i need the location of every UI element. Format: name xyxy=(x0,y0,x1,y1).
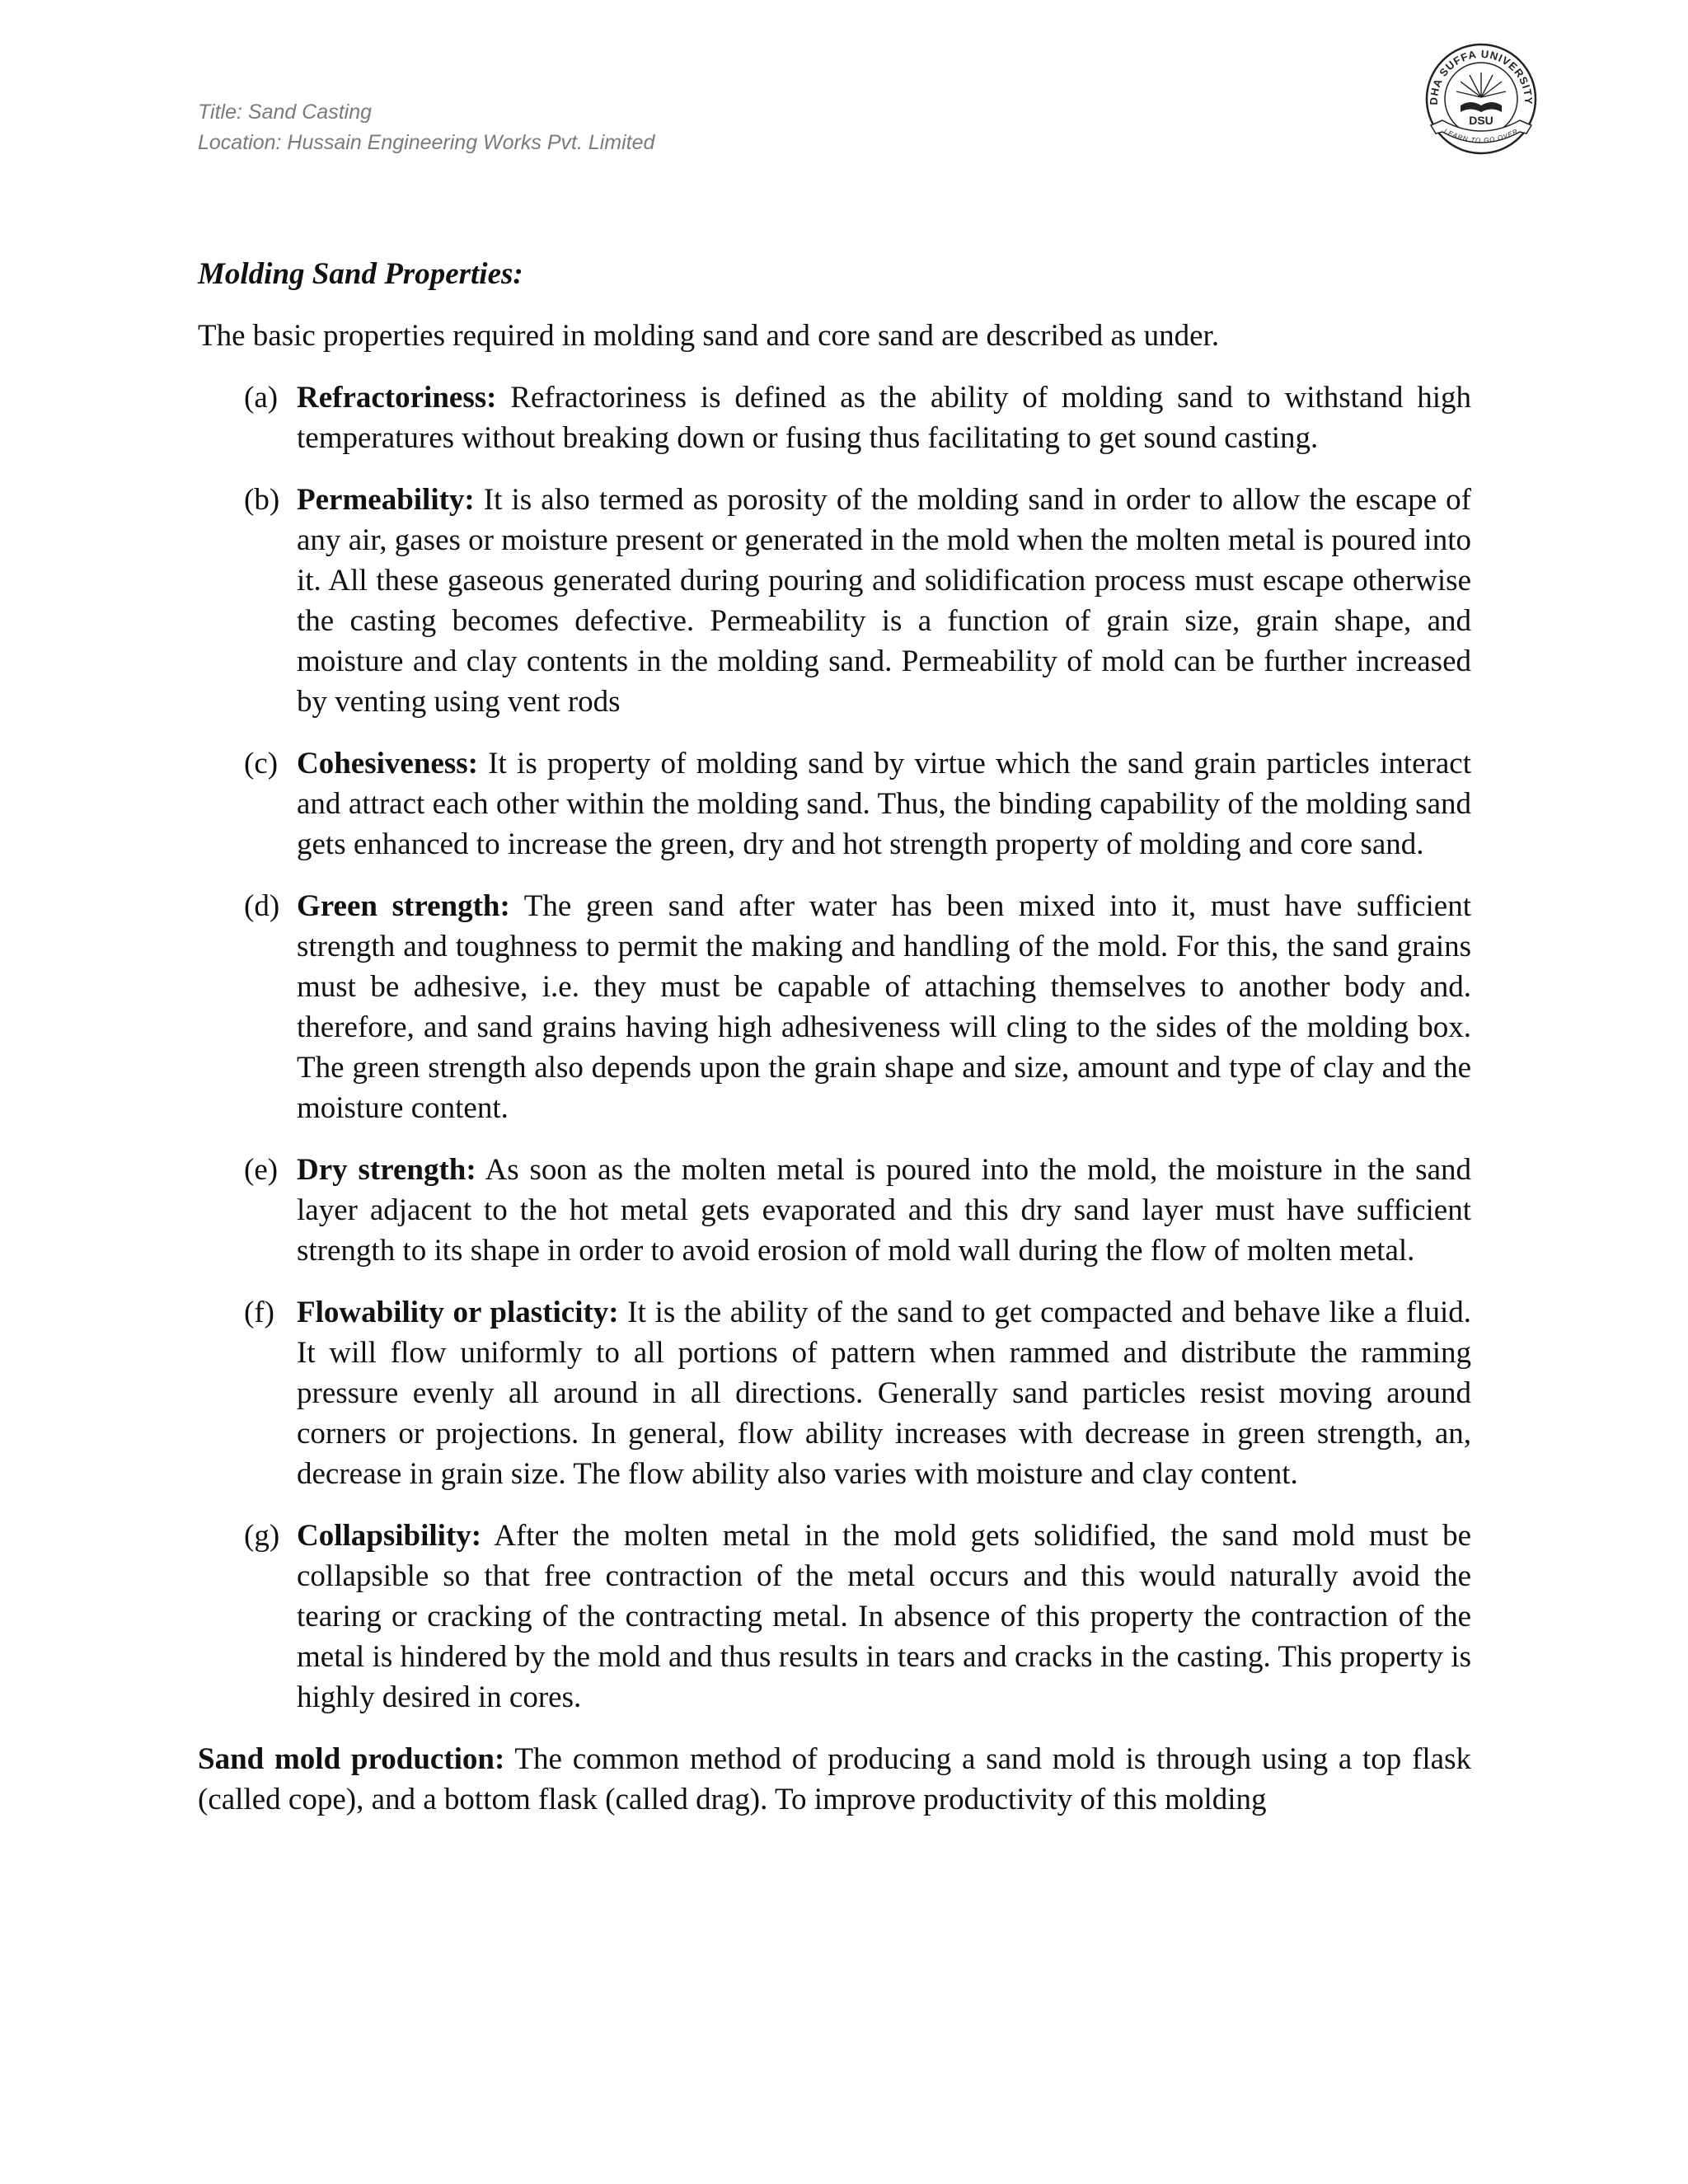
property-marker: (b) xyxy=(244,483,280,517)
property-marker: (f) xyxy=(244,1296,274,1329)
property-item xyxy=(198,480,1471,722)
closing-text: The common method of producing a sand mold is through using a top flask (called cope), and a bottom flask (called drag). To improve productivity of this molding xyxy=(198,1742,1471,1816)
property-description: As soon as the molten metal is poured into the mold, the moisture in the sand layer adjacent to the hot metal gets evaporated and this dry sand layer must have sufficient strength to its shape in order to avoid erosion of mold wall during the flow of molten metal. xyxy=(297,1153,1471,1268)
property-term: Cohesiveness: xyxy=(297,747,478,780)
property-marker: (g) xyxy=(244,1519,280,1553)
property-description: The green sand after water has been mixed into it, must have sufficient strength and toughness to permit the making and handling of the mold. For this, the sand grains must be adhesive, i.e. they must be capable of attaching themselves to another body and. therefore, and sand grains having high adhesiveness will cling to the sides of the molding box. The green strength also depends upon the grain shape and size, amount and type of clay and the moisture content. xyxy=(297,889,1471,1125)
property-term: Flowability or plasticity: xyxy=(297,1296,619,1329)
intro-paragraph: The basic properties required in molding sand and core sand are described as under. xyxy=(198,319,1220,353)
property-item xyxy=(198,1292,1471,1494)
property-term: Refractoriness: xyxy=(297,381,497,415)
property-description: It is property of molding sand by virtue which the sand grain particles interact and attract each other within the molding sand. Thus, the binding capability of the molding sand gets enhanced to increase the green, dry and hot strength property of molding and core sand. xyxy=(297,747,1471,861)
property-description: It is the ability of the sand to get compacted and behave like a fluid. It will flow uniformly to all portions of pattern when rammed and distribute the ramming pressure evenly all around in all directions. Generally sand particles resist moving around corners or projections. In general, flow ability increases with decrease in green strength, an, decrease in grain size. The flow ability also varies with moisture and clay content. xyxy=(297,1296,1472,1491)
properties-list xyxy=(198,377,1471,1718)
property-term: Dry strength: xyxy=(297,1153,476,1187)
property-marker: (a) xyxy=(244,381,279,415)
header-location: Location: Hussain Engineering Works Pvt. Limited xyxy=(198,131,655,154)
header-title: Title: Sand Casting xyxy=(198,101,372,124)
page-header xyxy=(198,97,654,158)
property-marker: (d) xyxy=(244,889,280,923)
property-item xyxy=(198,1150,1471,1271)
property-term: Permeability: xyxy=(297,483,475,517)
property-item xyxy=(198,886,1471,1128)
property-description: After the molten metal in the mold gets solidified, the sand mold must be collapsible so that free contraction of the metal occurs and this would naturally avoid the tearing or cracking of the contracting metal. In absence of this property the contraction of the metal is hindered by the mold and thus results in tears and cracks in the casting. This property is highly desired in cores. xyxy=(297,1519,1471,1714)
property-term: Green strength: xyxy=(297,889,510,923)
section-title: Molding Sand Properties: xyxy=(198,257,523,291)
seal-center-text: DSU xyxy=(1469,114,1493,127)
property-term: Collapsibility: xyxy=(297,1519,482,1553)
sun-rays-icon xyxy=(1456,73,1506,97)
property-item xyxy=(198,377,1471,458)
property-item xyxy=(198,1516,1471,1718)
property-marker: (c) xyxy=(244,747,279,780)
property-marker: (e) xyxy=(244,1153,279,1187)
open-book-icon xyxy=(1461,102,1502,112)
university-seal-logo xyxy=(1419,40,1543,163)
seal-top-text: DHA SUFFA UNIVERSITY xyxy=(1427,47,1536,105)
seal-banner-text: LEARN TO GO OVER xyxy=(1442,127,1520,145)
document-body xyxy=(198,254,1471,1820)
property-description: Refractoriness is defined as the ability of molding sand to withstand high temperatures without breaking down or fusing thus facilitating to get sound casting. xyxy=(297,381,1471,455)
property-description: It is also termed as porosity of the molding sand in order to allow the escape of any air, gases or moisture present or generated in the mold when the molten metal is poured into it. All these gaseous generated during pouring and solidification process must escape otherwise the casting becomes defective. Permeability is a function of grain size, grain shape, and moisture and clay contents in the molding sand. Permeability of mold can be further increased by venting using vent rods xyxy=(297,483,1471,719)
property-item xyxy=(198,743,1471,865)
closing-term: Sand mold production: xyxy=(198,1742,505,1776)
closing-paragraph xyxy=(198,1739,1471,1820)
